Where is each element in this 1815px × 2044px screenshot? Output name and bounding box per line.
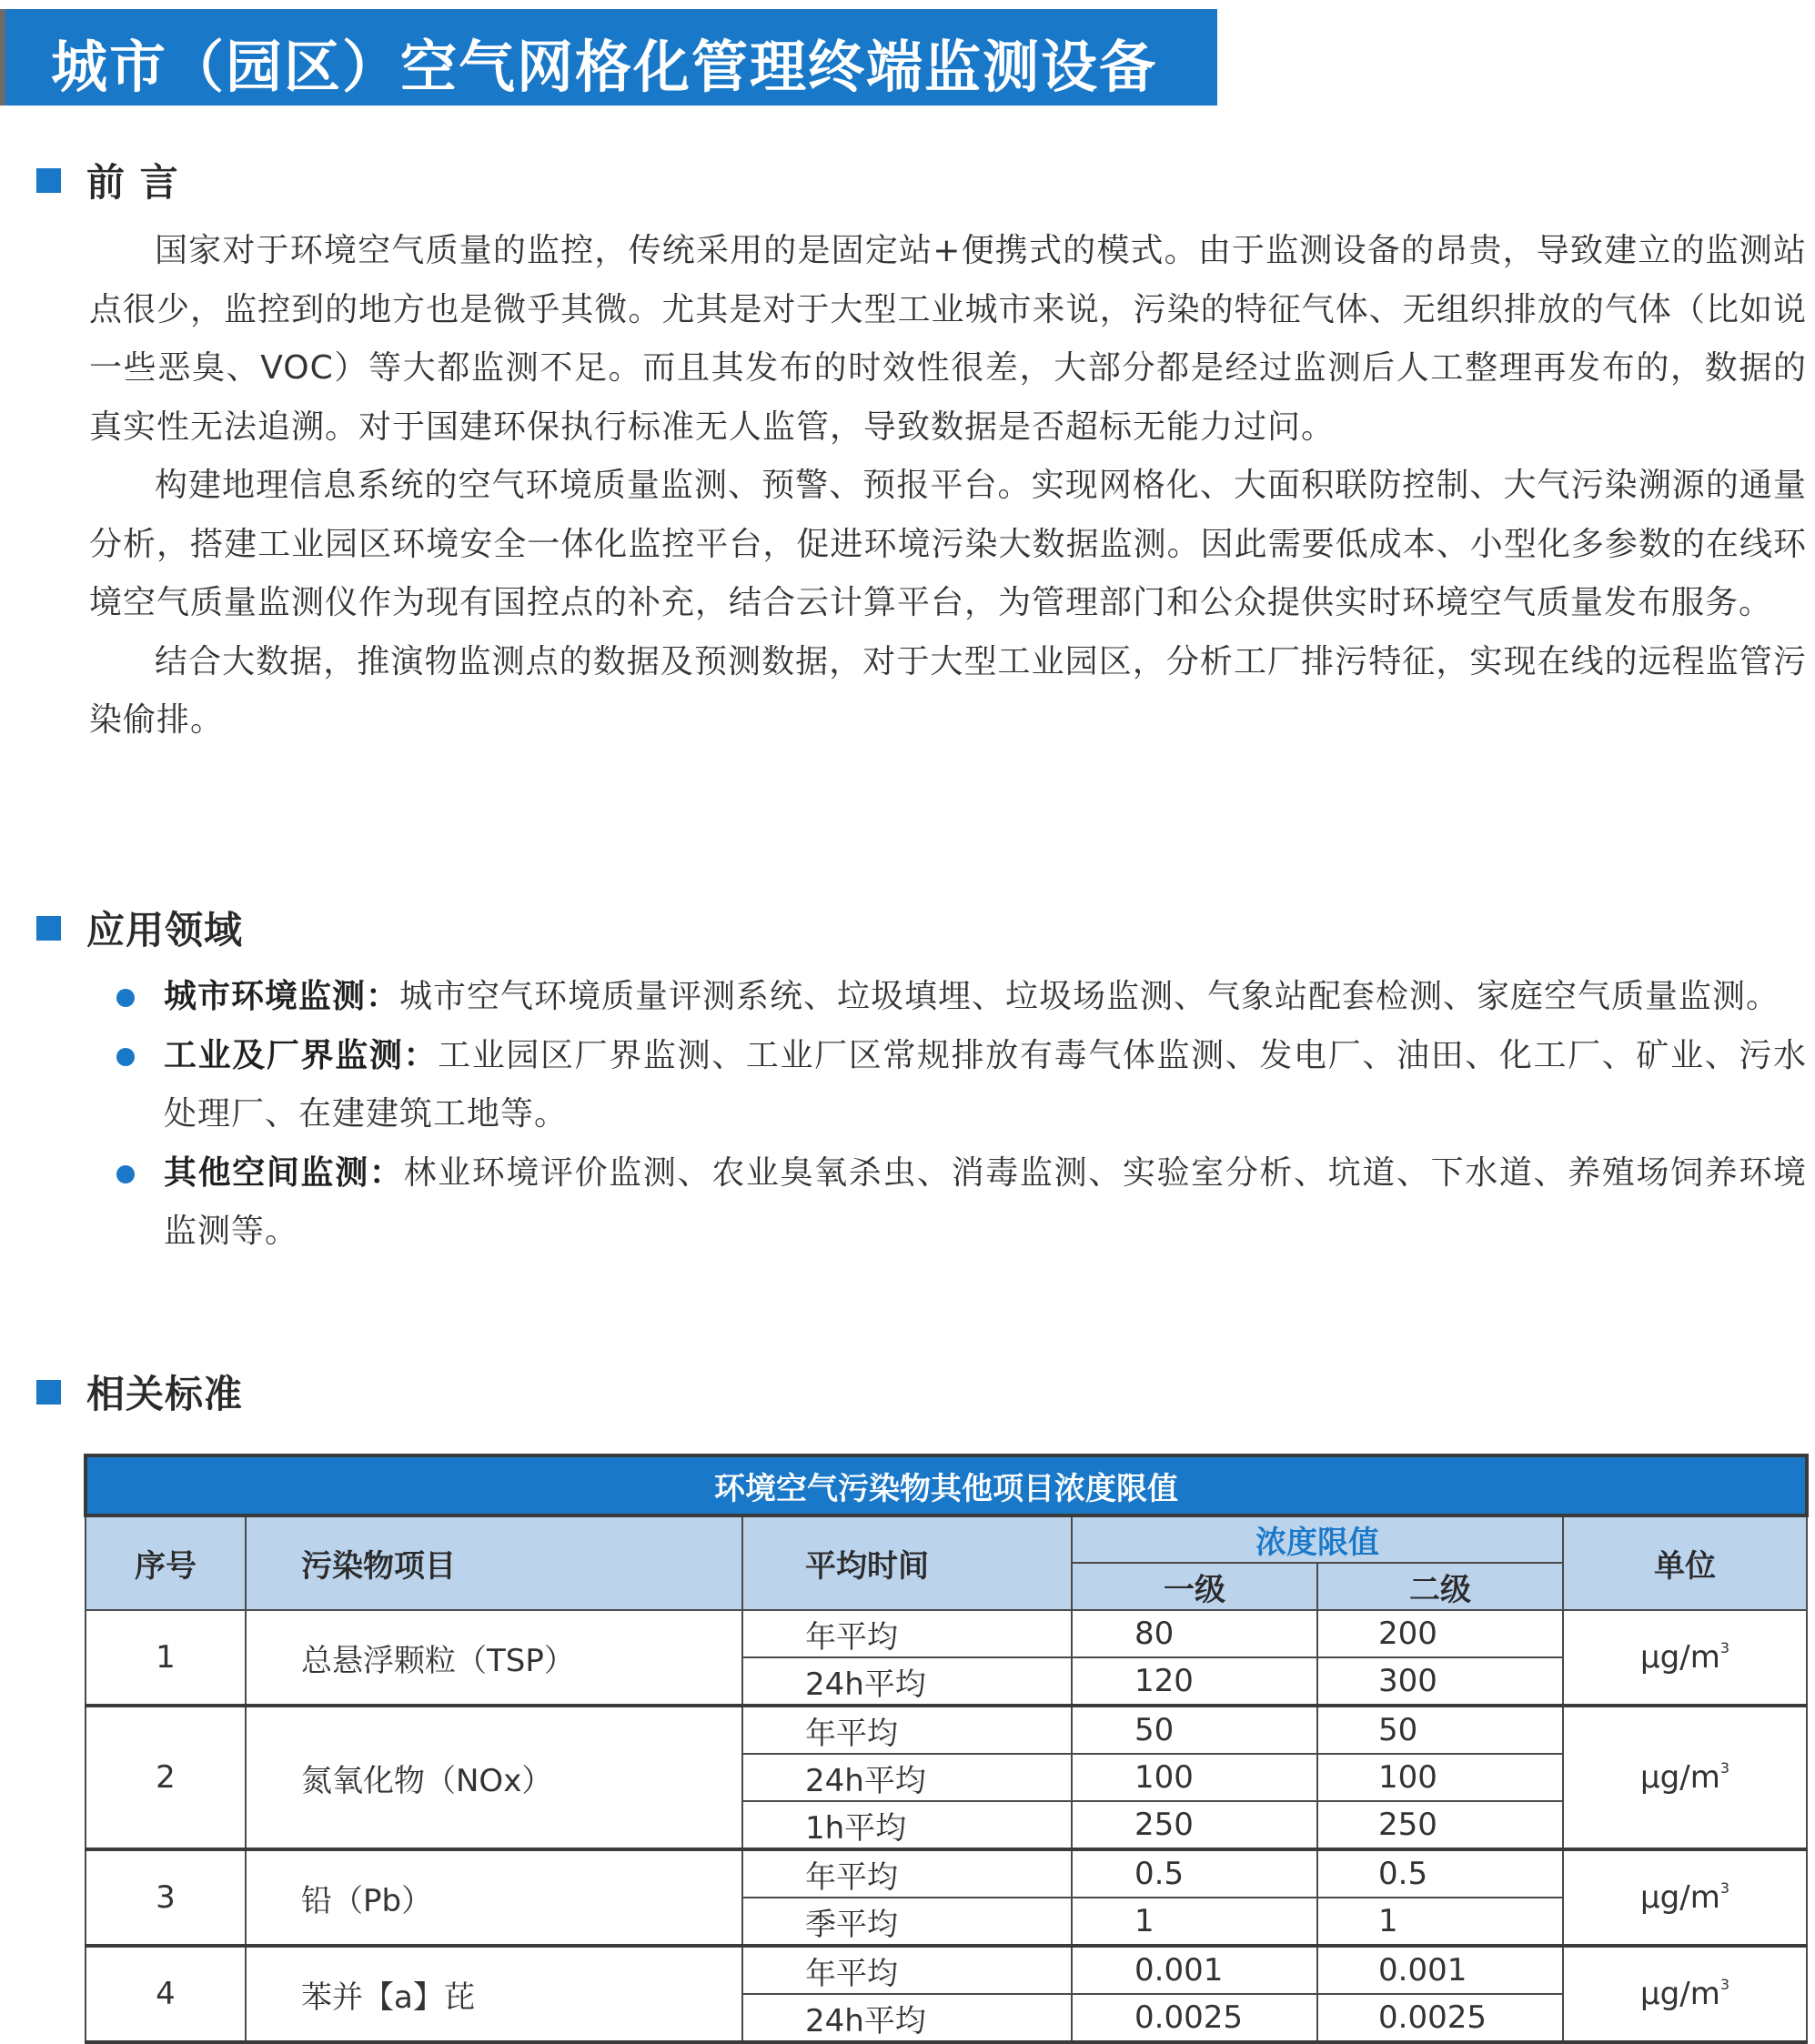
application-list [89, 968, 1807, 1262]
header-no: 序号 [86, 1515, 246, 1610]
cell-level2: 250 [1317, 1801, 1563, 1849]
cell-item: 铅（Pb） [246, 1849, 742, 1946]
list-item [89, 1144, 1807, 1262]
round-bullet-icon [116, 1165, 135, 1183]
header-level2: 二级 [1317, 1563, 1563, 1610]
cell-level1: 0.001 [1072, 1946, 1317, 1994]
cell-level2: 200 [1317, 1610, 1563, 1657]
unit-text: μg/m [1640, 1759, 1720, 1796]
cell-unit [1563, 1946, 1807, 2042]
cell-time: 24h平均 [742, 1754, 1072, 1801]
cell-level2: 50 [1317, 1706, 1563, 1754]
preface-paragraph: 结合大数据，推演物监测点的数据及预测数据，对于大型工业园区，分析工厂排污特征，实现在线的远程监管污染偷排。 [89, 642, 1807, 739]
cell-time: 24h平均 [742, 1657, 1072, 1706]
cell-no: 1 [86, 1610, 246, 1706]
cell-unit [1563, 1706, 1807, 1849]
preface-paragraph: 国家对于环境空气质量的监控，传统采用的是固定站+便携式的模式。由于监测设备的昂贵，导致建立的监测站点很少，监控到的地方也是微乎其微。尤其是对于大型工业城市来说，污染的特征气体、无组织排放的气体（比如说一些恶臭、VOC）等大都监测不足。而且其发布的时效性很差，大部分都是经过监测后人工整理再发布的，数据的真实性无法追溯。对于国建环保执行标准无人监管，导致数据是否超标无能力过问。 [89, 232, 1807, 446]
item-text: 工业园区厂界监测、工业厂区常规排放有毒气体监测、发电厂、油田、化工厂、矿业、污水处理厂、在建建筑工地等。 [164, 1036, 1807, 1133]
cell-level2: 0.001 [1317, 1946, 1563, 1994]
cell-level1: 250 [1072, 1801, 1317, 1849]
page-title: 城市（园区）空气网格化管理终端监测设备 [51, 34, 1158, 100]
item-lead: 城市环境监测： [164, 978, 400, 1015]
unit-text: μg/m [1640, 1976, 1720, 2012]
unit-superscript: 3 [1719, 1975, 1730, 1993]
table-caption: 环境空气污染物其他项目浓度限值 [86, 1455, 1807, 1515]
cell-no: 4 [86, 1946, 246, 2042]
unit-text: μg/m [1640, 1639, 1720, 1676]
section-standards [36, 1364, 243, 1419]
cell-level1: 0.5 [1072, 1849, 1317, 1898]
cell-level1: 50 [1072, 1706, 1317, 1754]
square-bullet-icon [36, 916, 61, 941]
preface-body [89, 222, 1807, 750]
cell-time: 1h平均 [742, 1801, 1072, 1849]
item-lead: 工业及厂界监测： [164, 1036, 439, 1074]
header-limit-group: 浓度限值 [1072, 1515, 1563, 1563]
unit-superscript: 3 [1719, 1758, 1730, 1777]
unit-superscript: 3 [1719, 1638, 1730, 1656]
cell-level2: 0.0025 [1317, 1994, 1563, 2042]
cell-item: 氮氧化物（NOx） [246, 1706, 742, 1849]
cell-time: 年平均 [742, 1706, 1072, 1754]
cell-level2: 100 [1317, 1754, 1563, 1801]
list-item [89, 968, 1807, 1027]
cell-level2: 300 [1317, 1657, 1563, 1706]
cell-level1: 120 [1072, 1657, 1317, 1706]
header-unit: 单位 [1563, 1515, 1807, 1610]
section-heading: 应用领域 [86, 908, 244, 952]
cell-level1: 100 [1072, 1754, 1317, 1801]
cell-unit [1563, 1849, 1807, 1946]
preface-paragraph: 构建地理信息系统的空气环境质量监测、预警、预报平台。实现网格化、大面积联防控制、大气污染溯源的通量分析，搭建工业园区环境安全一体化监控平台，促进环境污染大数据监测。因此需要低成本、小型化多参数的在线环境空气质量监测仪作为现有国控点的补充，结合云计算平台，为管理部门和公众提供实时环境空气质量发布服务。 [89, 467, 1807, 621]
header-time: 平均时间 [742, 1515, 1072, 1610]
cell-time: 年平均 [742, 1849, 1072, 1898]
section-applications [36, 901, 243, 955]
square-bullet-icon [36, 1380, 61, 1405]
table-row [86, 1849, 1807, 1898]
cell-level2: 1 [1317, 1898, 1563, 1946]
cell-level1: 1 [1072, 1898, 1317, 1946]
cell-time: 24h平均 [742, 1994, 1072, 2042]
square-bullet-icon [36, 168, 61, 193]
section-heading: 前 言 [86, 160, 179, 205]
section-heading: 相关标准 [86, 1372, 244, 1416]
cell-level2: 0.5 [1317, 1849, 1563, 1898]
table-row [86, 1610, 1807, 1657]
item-lead: 其他空间监测： [164, 1153, 404, 1192]
cell-time: 年平均 [742, 1610, 1072, 1657]
round-bullet-icon [116, 1048, 135, 1066]
cell-level1: 80 [1072, 1610, 1317, 1657]
standards-table [84, 1454, 1809, 2044]
cell-item: 总悬浮颗粒（TSP） [246, 1610, 742, 1706]
item-text: 林业环境评价监测、农业臭氧杀虫、消毒监测、实验室分析、坑道、下水道、养殖场饲养环境监测等。 [164, 1153, 1807, 1250]
cell-time: 年平均 [742, 1946, 1072, 1994]
unit-text: μg/m [1640, 1879, 1720, 1916]
unit-superscript: 3 [1719, 1878, 1730, 1897]
cell-no: 2 [86, 1706, 246, 1849]
cell-unit [1563, 1610, 1807, 1706]
round-bullet-icon [116, 989, 135, 1007]
header-level1: 一级 [1072, 1563, 1317, 1610]
item-text: 城市空气环境质量评测系统、垃圾填埋、垃圾场监测、气象站配套检测、家庭空气质量监测。 [399, 978, 1780, 1015]
list-item [89, 1027, 1807, 1144]
title-banner [0, 9, 1217, 106]
cell-level1: 0.0025 [1072, 1994, 1317, 2042]
cell-time: 季平均 [742, 1898, 1072, 1946]
cell-no: 3 [86, 1849, 246, 1946]
cell-item: 苯并【a】芘 [246, 1946, 742, 2042]
table-row [86, 1946, 1807, 1994]
header-item: 污染物项目 [246, 1515, 742, 1610]
table-body [86, 1610, 1807, 2042]
section-preface [36, 153, 179, 207]
table-row [86, 1706, 1807, 1754]
